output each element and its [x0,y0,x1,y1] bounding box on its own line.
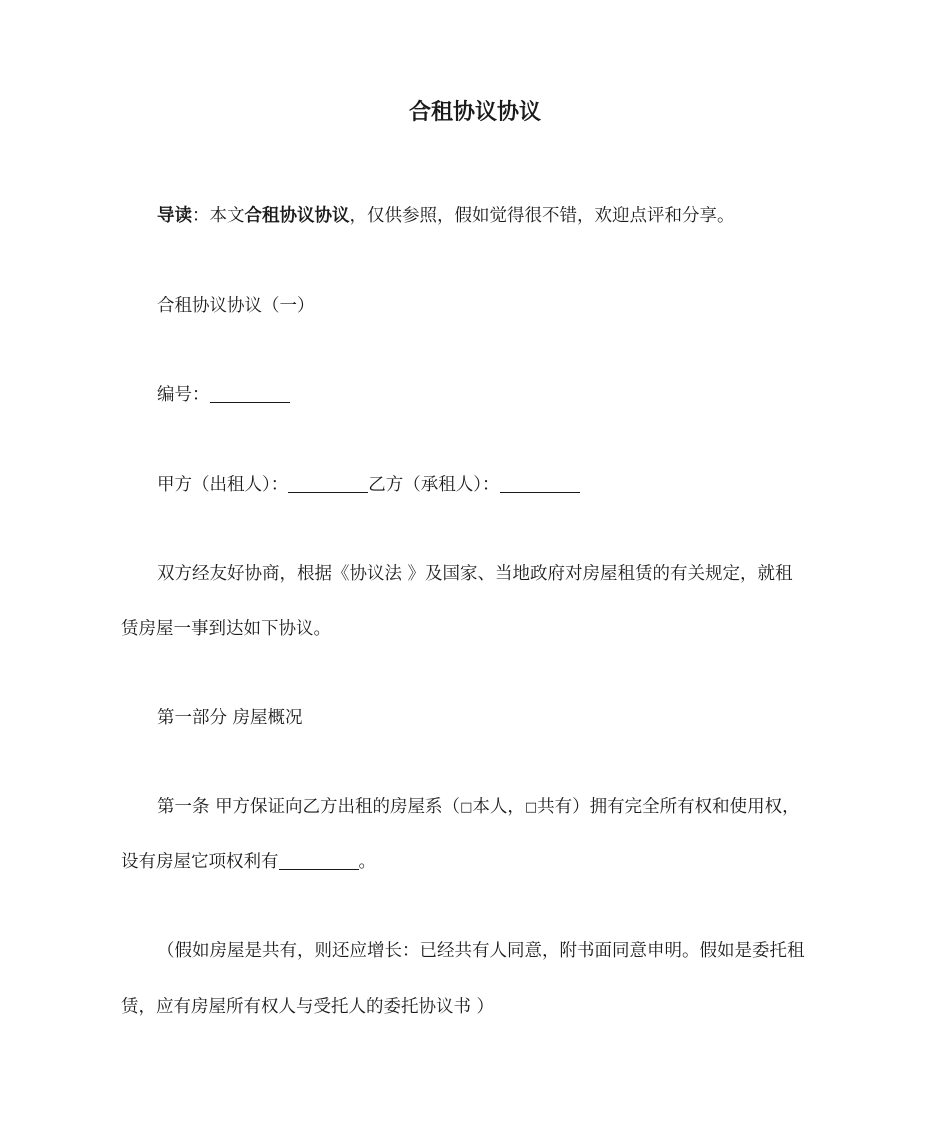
section-heading: 合租协议协议（一） [157,296,315,316]
article-1-text-a: 第一条 甲方保证向乙方出租的房屋系（ [157,797,461,817]
document-title: 合租协议协议 [408,100,541,125]
article-1-option-1: 本人， [472,797,525,817]
checkbox-icon: □ [524,800,538,815]
number-line [157,383,837,407]
article-1-line-1 [157,795,837,820]
parties-line [157,473,837,497]
party-a-label: 甲方（出租人）： [157,475,289,495]
party-a-blank [288,474,368,493]
rights-blank [279,851,359,870]
party-b-label: 乙方（承租人）： [368,475,500,495]
article-1-option-2: 共有）拥有完全所有权和使用权， [537,797,800,817]
note-line-2: 赁，应有房屋所有权人与受托人的委托协议书 ） [121,997,495,1017]
article-1-line-2-text: 设有房屋它项权利有 [121,852,279,872]
number-label: 编号： [157,385,210,405]
article-1-line-2 [121,850,836,874]
checkbox-icon: □ [460,800,473,815]
article-1-line-2-end: 。 [358,852,376,872]
intro-sep: ：本文 [192,206,245,226]
note-line-1: （假如房屋是共有，则还应增长：已经共有人同意，附书面同意申明。假如是委托租 [157,941,805,961]
paragraph-1-line-2: 赁房屋一事到达如下协议。 [121,619,331,639]
intro-doc-name: 合租协议协议 [244,206,350,226]
part-1-heading: 第一部分 房屋概况 [157,708,303,728]
number-blank [210,384,290,403]
intro-rest: ，仅供参照，假如觉得很不错，欢迎点评和分享。 [349,206,735,226]
paragraph-1-line-1: 双方经友好协商，根据《协议法 》及国家、当地政府对房屋租赁的有关规定，就租 [157,564,793,584]
party-b-blank [500,474,580,493]
intro-label: 导读 [157,206,192,226]
intro-paragraph [157,204,837,228]
